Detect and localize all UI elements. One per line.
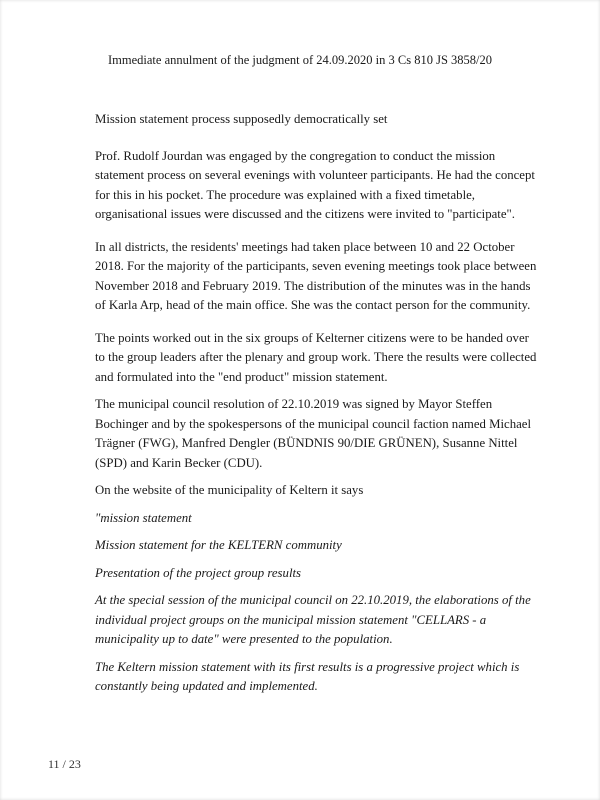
paragraph-2: In all districts, the residents' meetings had taken place between 10 and 22 October 2018. For the majority of the participants, seven evening meetings took place between November 2018 and February 2019. The distribution of the minutes was in the hands of Karla Arp, head of the main office. She was the contact person for the community. [95,239,537,312]
paragraph-4: The municipal council resolution of 22.10.2019 was signed by Mayor Steffen Bochinger and by the spokespersons of the municipal council faction named Michael Trägner (FWG), Manfred Dengler (BÜNDNIS 90/DIE GRÜNEN), Susanne Nittel (SPD) and Karin Becker (CDU). [95,397,532,470]
quote-line-4: At the special session of the municipal council on 22.10.2019, the elaborations of the individual project groups on the municipal mission statement "CELLARS - a municipality up to date" were presented to the population. [95,593,531,646]
paragraph-1: Prof. Rudolf Jourdan was engaged by the congregation to conduct the mission statement process on several evenings with volunteer participants. He had the concept for this in his pocket. The procedure was explained with a fixed timetable, organisational issues were discussed and the citizens were invited to "participate". [95,148,535,221]
paragraph-3: The points worked out in the six groups of Kelterner citizens were to be handed over to the group leaders after the plenary and group work. There the results were collected and formulated into the "end product" mission statement. [95,330,537,384]
page-number: 11 / 23 [48,757,81,771]
quote-line-2: Mission statement for the KELTERN community [95,538,342,552]
quote-line-1: "mission statement [95,510,192,525]
quote-line-5: The Keltern mission statement with its first results is a progressive project which is constantly being updated and implemented. [95,659,520,693]
document-header: Immediate annulment of the judgment of 24.09.2020 in 3 Cs 810 JS 3858/20 [108,53,492,67]
quote-line-3: Presentation of the project group results [95,565,302,580]
section-heading: Mission statement process supposedly democratically set [95,112,388,126]
document-body [95,110,540,705]
paragraph-5: On the website of the municipality of Keltern it says [95,483,364,497]
